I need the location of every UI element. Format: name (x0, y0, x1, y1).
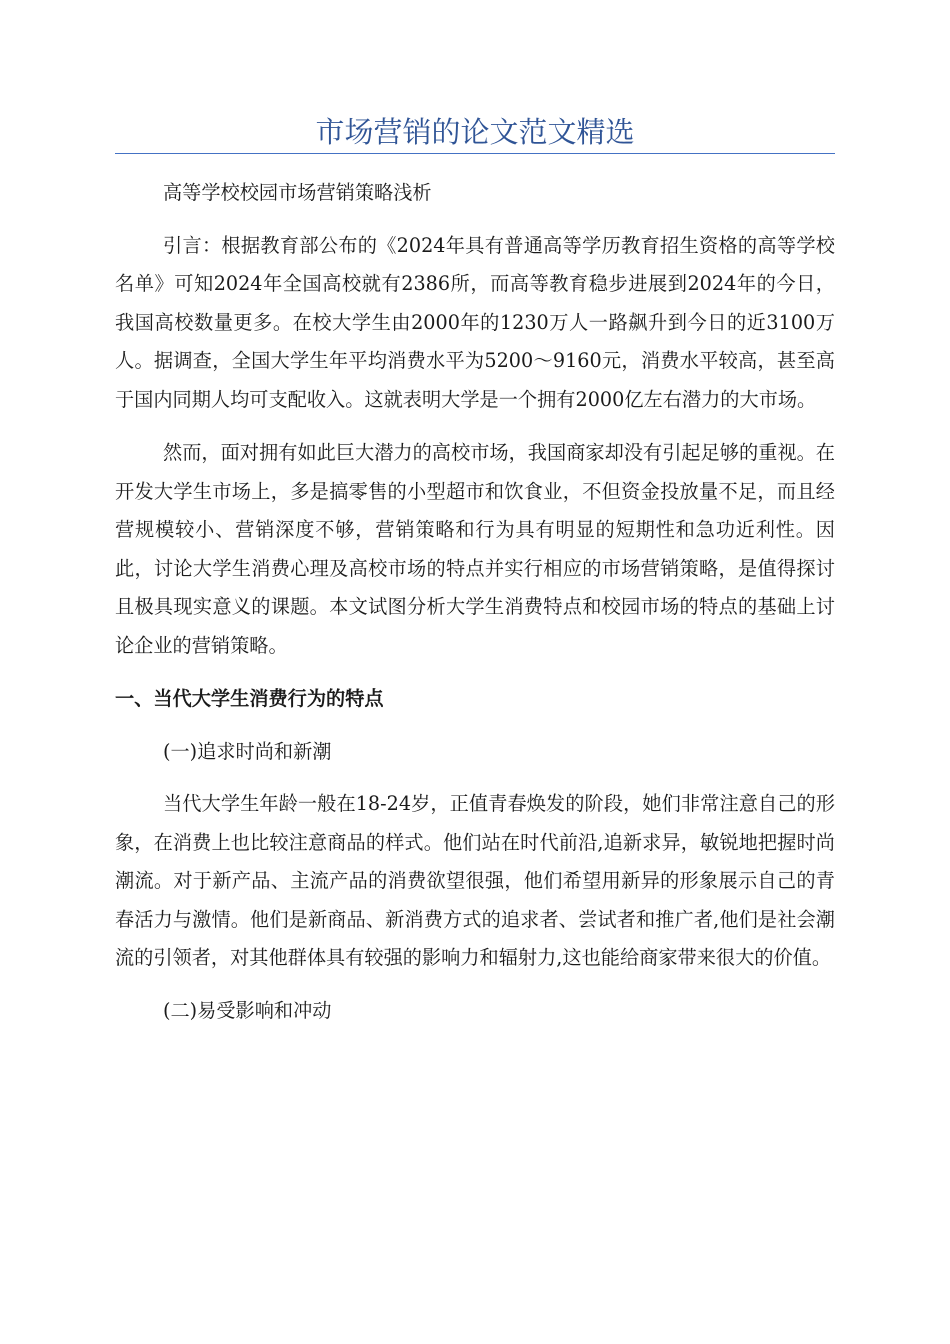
intro-paragraph: 引言：根据教育部公布的《2024年具有普通高等学历教育招生资格的高等学校名单》可知2024年全国高校就有2386所，而高等教育稳步进展到2024年的今日，我国高校数量更多。在校大学生由2000年的1230万人一路飙升到今日的近3100万人。据调查，全国大学生年平均消费水平为5200～9160元，消费水平较高，甚至高于国内同期人均可支配收入。这就表明大学是一个拥有2000亿左右潜力的大市场。 (115, 233, 835, 411)
subsection-heading-1: (一)追求时尚和新潮 (163, 739, 332, 763)
section-heading-1: 一、当代大学生消费行为的特点 (115, 687, 384, 710)
article-subtitle: 高等学校校园市场营销策略浅析 (163, 181, 432, 204)
document-body (115, 174, 835, 1030)
document-title: 市场营销的论文范文精选 (315, 115, 635, 149)
title-underline (115, 153, 835, 154)
subsection-heading-2: (二)易受影响和冲动 (163, 998, 332, 1022)
body-paragraph-2: 然而，面对拥有如此巨大潜力的高校市场，我国商家却没有引起足够的重视。在开发大学生市场上，多是搞零售的小型超市和饮食业，不但资金投放量不足，而且经营规模较小、营销深度不够，营销策略和行为具有明显的短期性和急功近利性。因此，讨论大学生消费心理及高校市场的特点并实行相应的市场营销策略，是值得探讨且极具现实意义的课题。本文试图分析大学生消费特点和校园市场的特点的基础上讨论企业的营销策略。 (115, 441, 835, 657)
subsection-paragraph-1: 当代大学生年龄一般在18-24岁，正值青春焕发的阶段，她们非常注意自己的形象，在消费上也比较注意商品的样式。他们站在时代前沿,追新求异，敏锐地把握时尚潮流。对于新产品、主流产品的消费欲望很强，他们希望用新异的形象展示自己的青春活力与激情。他们是新商品、新消费方式的追求者、尝试者和推广者,他们是社会潮流的引领者，对其他群体具有较强的影响力和辐射力,这也能给商家带来很大的价值。 (115, 792, 835, 969)
